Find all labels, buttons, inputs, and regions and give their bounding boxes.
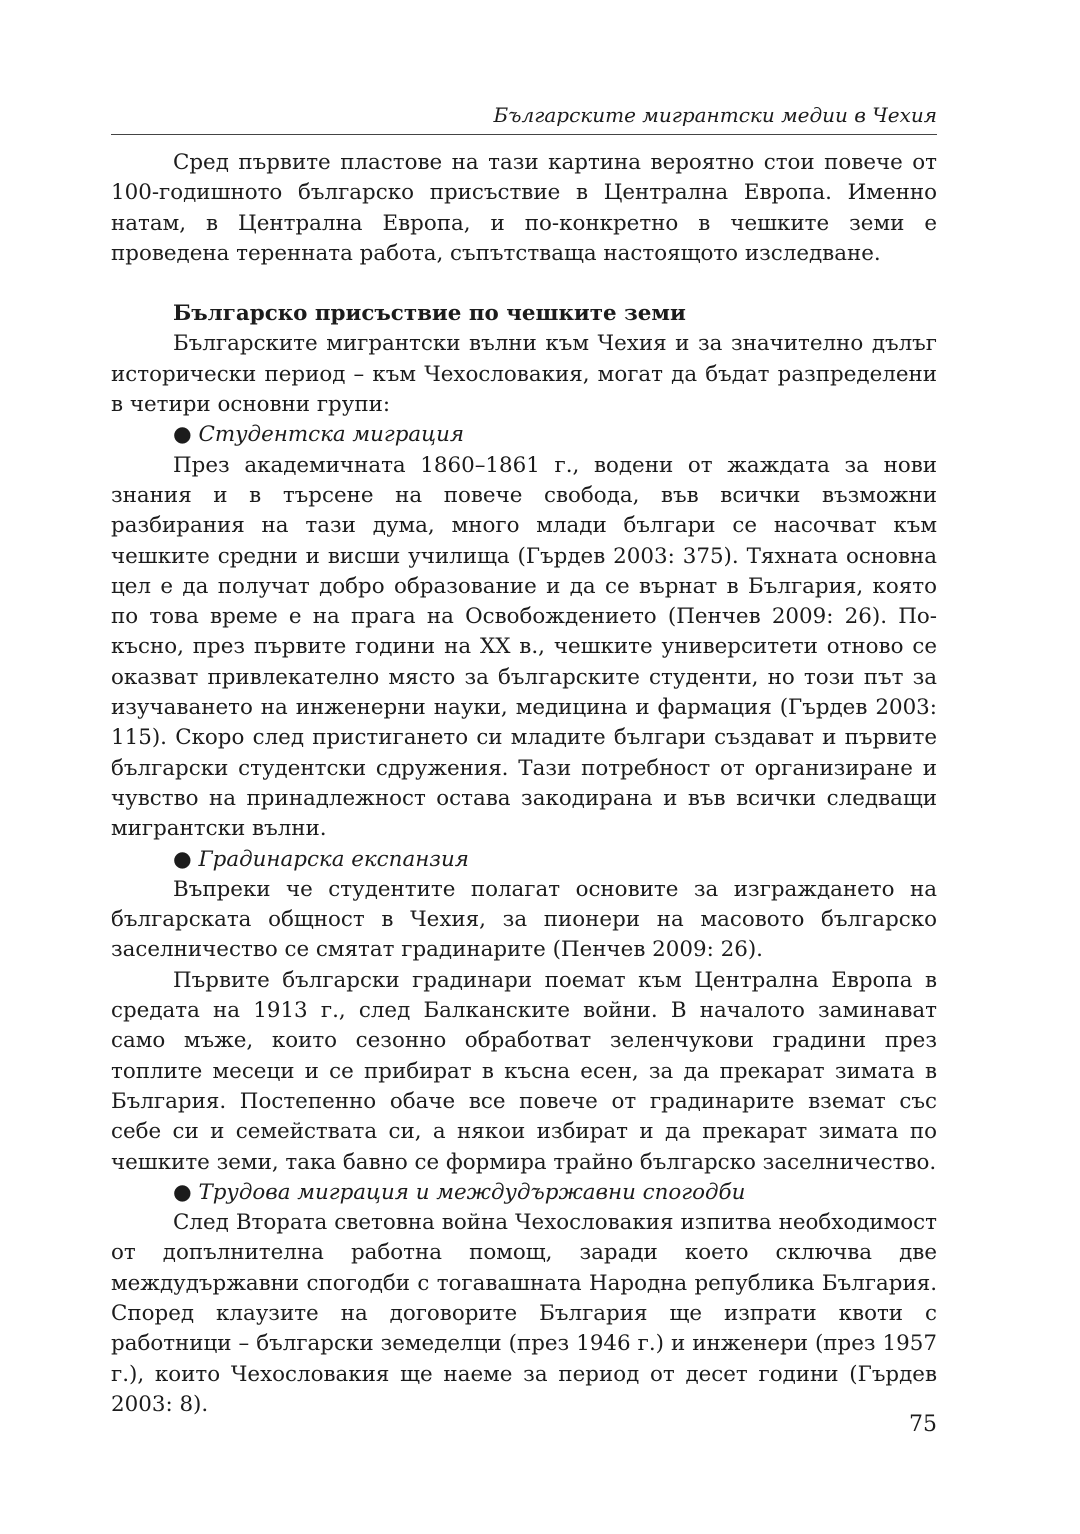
section-lead-paragraph: Българските мигрантски вълни към Чехия и за значително дълъг исторически период – към Чехословакия, могат да бъдат разпределени в четири основни групи: bbox=[111, 331, 937, 418]
running-header: Българските мигрантски медии в Чехия bbox=[493, 103, 937, 127]
section-heading: Българско присъствие по чешките земи bbox=[173, 301, 686, 327]
page-body bbox=[111, 148, 937, 1420]
section-gap bbox=[111, 269, 937, 299]
students-paragraph: През академичната 1860–1861 г., водени от жаждата за нови знания и в търсене на повече свобода, във всички възможни разбирания на тази дума, много млади българи се насочват към чешките средни и висши училища (Гърдев 2003: 375). Тяхната основна цел е да получат добро образование и да се върнат в България, която по това време е на прага на Освобождението (Пенчев 2009: 26). По-късно, през първите години на XX в., чешките университети отново се оказват привлекателно място за българските студенти, но този път за изучаването на инженерни науки, медицина и фармация (Гърдев 2003: 115). Скоро след пристигането си младите българи създават и първите български студентски сдружения. Тази потребност от организиране и чувство на принадлежност остава закодирана и във всички следващи мигрантски вълни. bbox=[111, 452, 937, 842]
gardeners-paragraph-2: Първите български градинари поемат към Централна Европа в средата на 1913 г., след Балканските войни. В началото заминават само мъже, които сезонно обработват зеленчукови градини през топлите месеци и се прибират в късна есен, за да прекарат зимата в България. Постепенно обаче все повече от градинарите вземат със себе си и семействата си, а някои избират и да прекарат зимата по чешките земи, така бавно се формира трайно българско заселничество. bbox=[111, 967, 937, 1175]
gardeners-paragraph-1: Въпреки че студентите полагат основите за изграждането на българската общност в Чехия, за пионери на масовото българско заселничество се смятат градинарите (Пенчев 2009: 26). bbox=[111, 876, 937, 963]
bullet-gardener-expansion: ● Градинарска експанзия bbox=[173, 846, 469, 872]
bullet-labour-migration: ● Трудова миграция и междудържавни спогодби bbox=[173, 1179, 746, 1205]
intro-paragraph: Сред първите пластове на тази картина вероятно стои повече от 100-годишното българско присъствие в Централна Европа. Именно натам, в Централна Европа, и по-конкретно в чешките земи е проведена теренната работа, съпътстваща настоящото изследване. bbox=[111, 150, 937, 266]
page-number: 75 bbox=[909, 1412, 937, 1437]
labour-paragraph: След Втората световна война Чехословакия изпитва необходимост от допълнителна работна помощ, заради което сключва две междудържавни спогодби с тогавашната Народна република България. Според клаузите на договорите България ще изпрати квоти с работници – български земеделци (през 1946 г.) и инженери (през 1957 г.), които Чехословакия ще наеме за период от десет години (Гърдев 2003: 8). bbox=[111, 1210, 937, 1417]
bullet-student-migration: ● Студентска миграция bbox=[173, 422, 465, 448]
header-rule bbox=[111, 134, 937, 135]
